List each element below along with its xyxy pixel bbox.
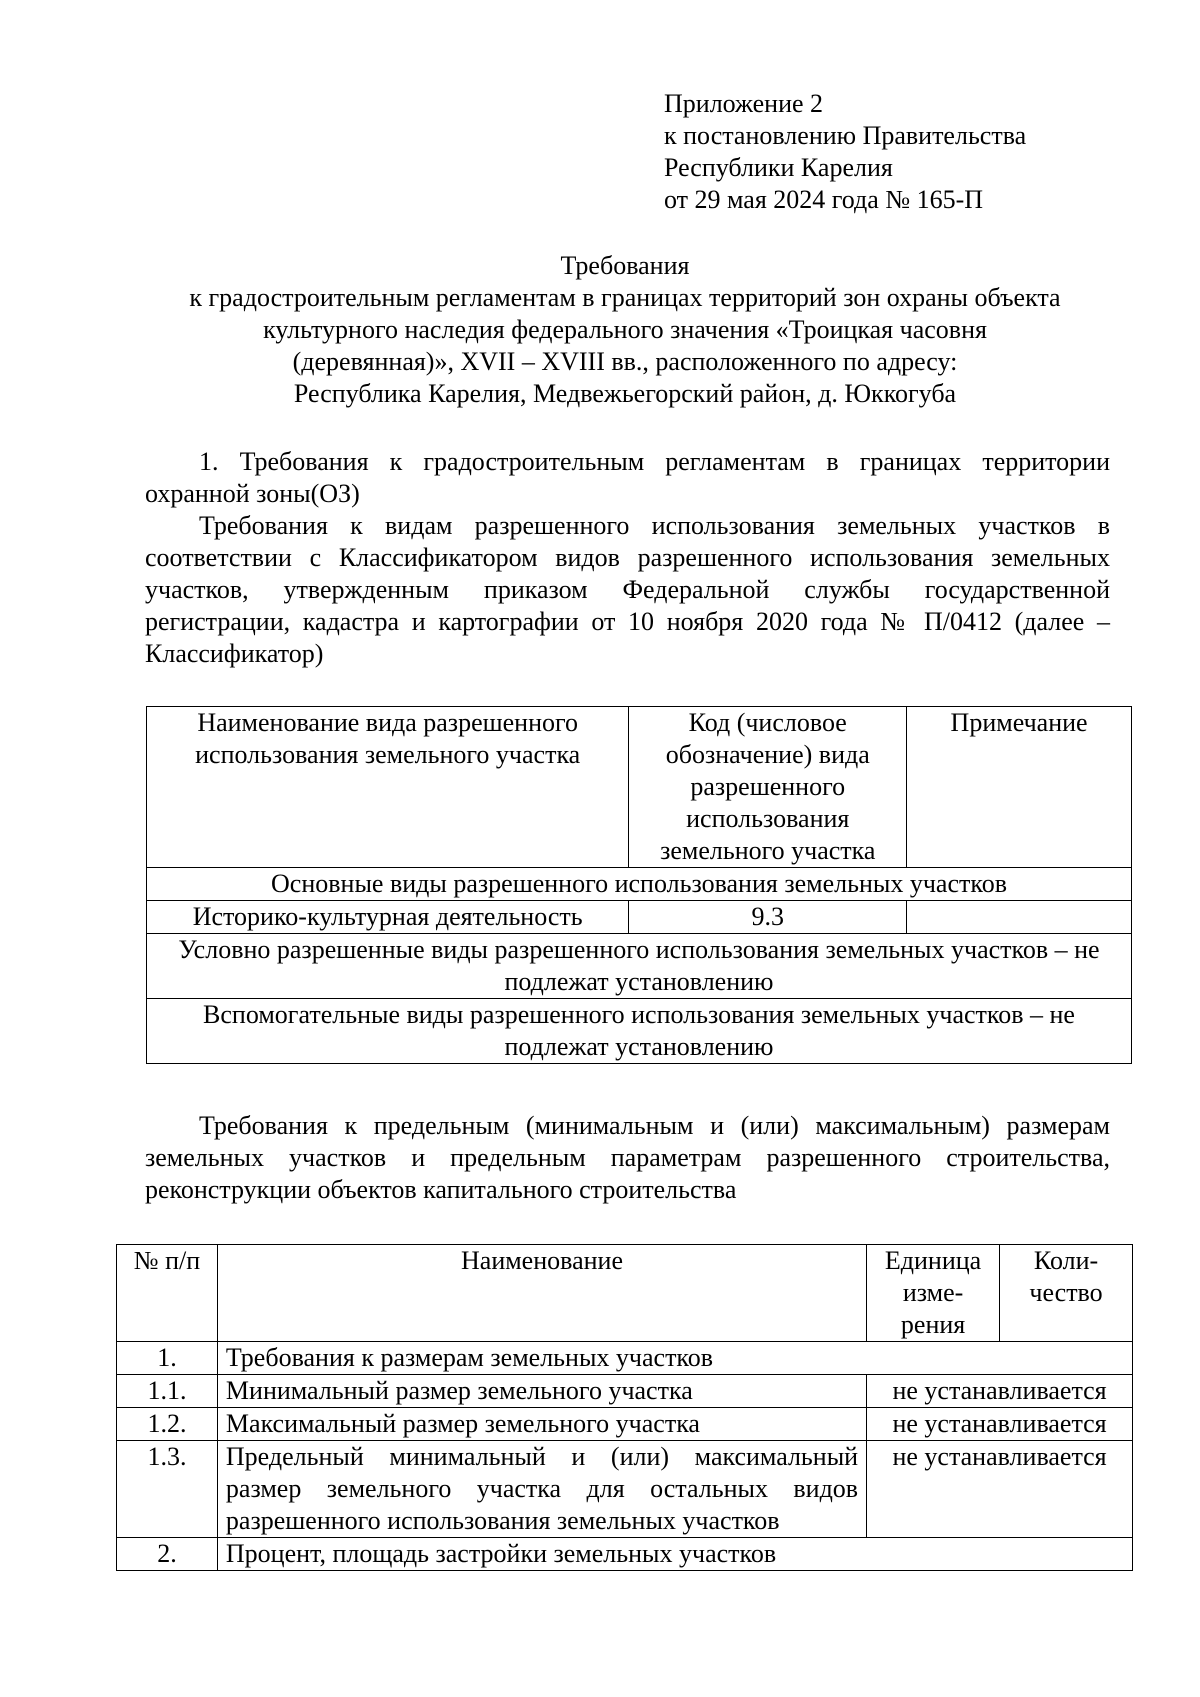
land-use-code: 9.3 bbox=[629, 901, 907, 934]
header-cell-name: Наименование вида разрешенного использования земельного участка bbox=[147, 707, 629, 868]
row-name: Требования к размерам земельных участков bbox=[217, 1342, 1132, 1375]
row-num: 1.2. bbox=[117, 1408, 218, 1441]
table-header-row bbox=[117, 1245, 1133, 1342]
table-row bbox=[117, 1538, 1133, 1571]
row-value: не устанавливается bbox=[867, 1375, 1133, 1408]
title-line: (деревянная)», XVII – XVIII вв., расположенного по адресу: bbox=[292, 347, 958, 376]
table-row bbox=[147, 901, 1132, 934]
appendix-line: Приложение 2 bbox=[664, 89, 824, 118]
table-row bbox=[147, 934, 1132, 999]
row-name: Предельный минимальный и (или) максимальный размер земельного участка для остальных видов разрешенного использования земельных участков bbox=[217, 1441, 866, 1538]
header-cell-unit: Единица изме-рения bbox=[867, 1245, 1000, 1342]
row-num: 2. bbox=[117, 1538, 218, 1571]
title-line: к градостроительным регламентам в границах территорий зон охраны объекта bbox=[189, 283, 1061, 312]
row-name: Максимальный размер земельного участка bbox=[217, 1408, 866, 1441]
title-line: Требования bbox=[560, 251, 690, 280]
requirements-intro bbox=[145, 1110, 1110, 1206]
header-cell-note: Примечание bbox=[907, 707, 1132, 868]
table-row bbox=[117, 1342, 1133, 1375]
header-cell-qty: Коли-чество bbox=[1000, 1245, 1133, 1342]
table-row bbox=[117, 1441, 1133, 1538]
requirements-paragraph: Требования к предельным (минимальным и (или) максимальным) размерам земельных участков и предельным параметрам разрешенного строительства, реконструкции объектов капитального строительства bbox=[145, 1111, 1110, 1204]
appendix-line: от 29 мая 2024 года № 165-П bbox=[664, 185, 984, 214]
row-name: Процент, площадь застройки земельных участков bbox=[217, 1538, 1132, 1571]
conditional-types-label: Условно разрешенные виды разрешенного использования земельных участков – не подлежат установлению bbox=[147, 934, 1132, 999]
row-num: 1. bbox=[117, 1342, 218, 1375]
land-use-types-table bbox=[146, 706, 1132, 1064]
auxiliary-types-label: Вспомогательные виды разрешенного использования земельных участков – не подлежат установлению bbox=[147, 999, 1132, 1064]
appendix-header bbox=[664, 88, 1144, 216]
land-use-name: Историко-культурная деятельность bbox=[147, 901, 629, 934]
table-row bbox=[147, 868, 1132, 901]
section-1-intro bbox=[145, 446, 1110, 670]
title-line: культурного наследия федерального значения «Троицкая часовня bbox=[263, 315, 987, 344]
row-num: 1.1. bbox=[117, 1375, 218, 1408]
main-types-label: Основные виды разрешенного использования земельных участков bbox=[147, 868, 1132, 901]
header-cell-code: Код (числовое обозначение) вида разрешенного использования земельного участка bbox=[629, 707, 907, 868]
parameters-table bbox=[116, 1244, 1133, 1571]
header-cell-num: № п/п bbox=[117, 1245, 218, 1342]
row-name: Минимальный размер земельного участка bbox=[217, 1375, 866, 1408]
row-value: не устанавливается bbox=[867, 1408, 1133, 1441]
header-cell-name: Наименование bbox=[217, 1245, 866, 1342]
row-num: 1.3. bbox=[117, 1441, 218, 1538]
table-row bbox=[117, 1408, 1133, 1441]
document-title bbox=[145, 250, 1105, 410]
section-1-heading: 1. Требования к градостроительным регламентам в границах территории охранной зоны(ОЗ) bbox=[145, 447, 1110, 508]
land-use-note bbox=[907, 901, 1132, 934]
table-header-row bbox=[147, 707, 1132, 868]
appendix-line: Республики Карелия bbox=[664, 153, 893, 182]
section-1-paragraph: Требования к видам разрешенного использования земельных участков в соответствии с Классификатором видов разрешенного использования земельных участков, утвержденным приказом Федеральной службы государственной регистрации, кадастра и картографии от 10 ноября 2020 года № П/0412 (далее – Классификатор) bbox=[145, 511, 1110, 668]
row-value: не устанавливается bbox=[867, 1441, 1133, 1538]
table-row bbox=[147, 999, 1132, 1064]
table-row bbox=[117, 1375, 1133, 1408]
appendix-line: к постановлению Правительства bbox=[664, 121, 1027, 150]
title-line: Республика Карелия, Медвежьегорский район, д. Юккогуба bbox=[293, 379, 957, 408]
